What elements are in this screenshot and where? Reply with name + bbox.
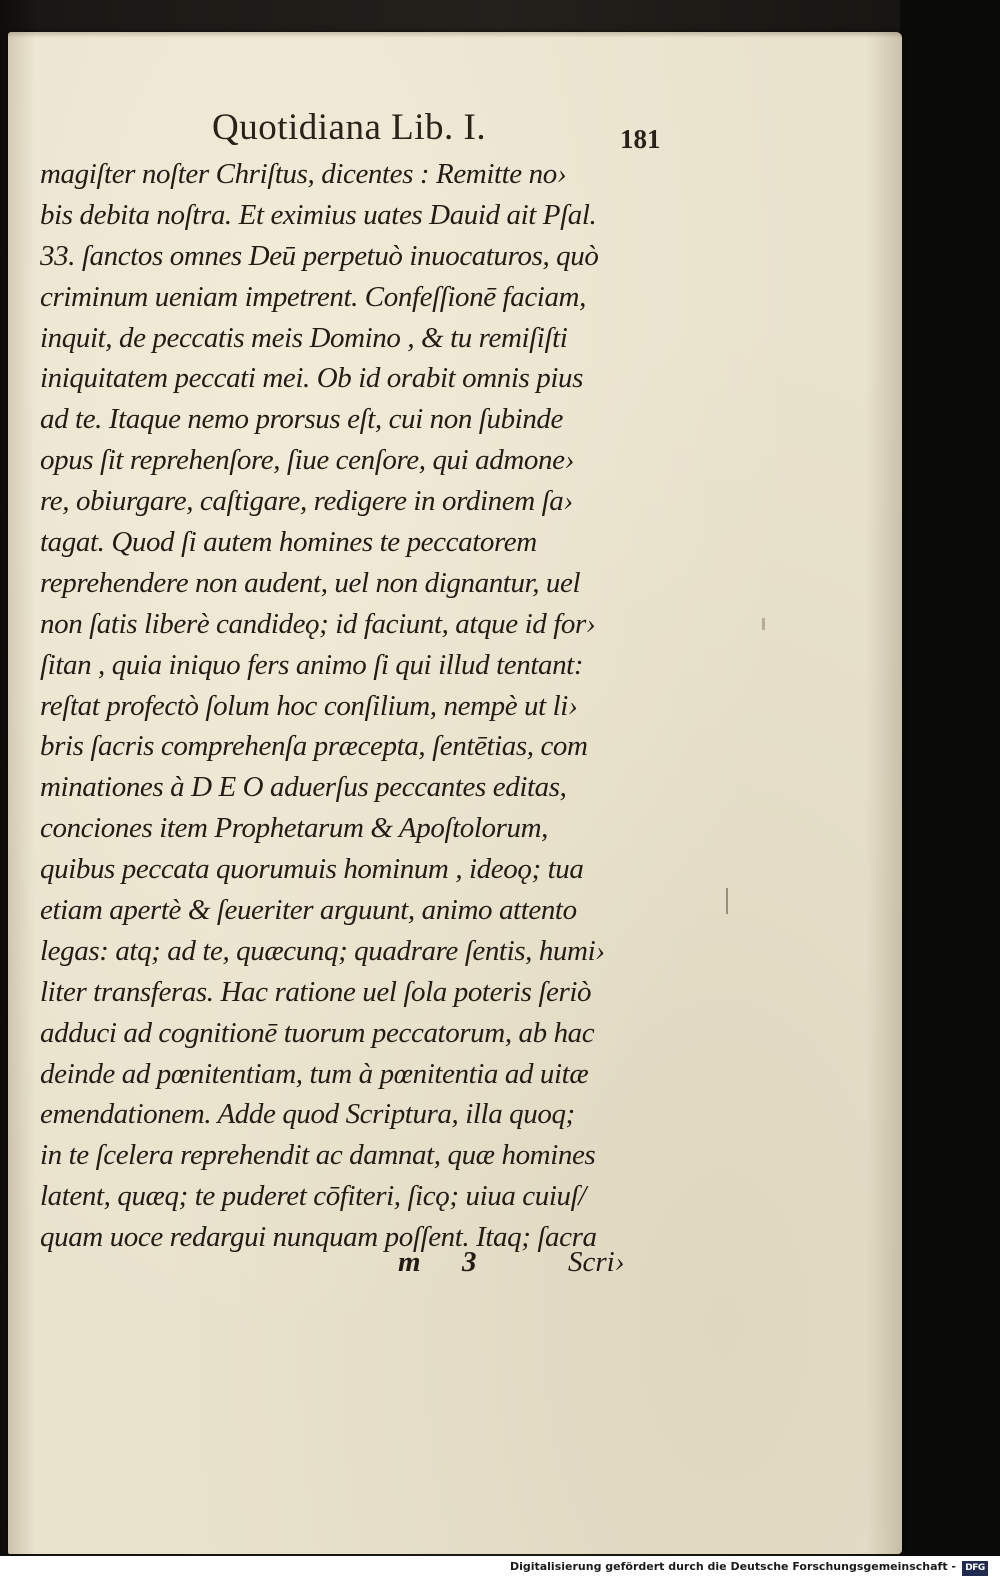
text-line: ſitan , quia iniquo fers animo ſi qui illud tentant: (40, 648, 584, 681)
text-line: quibus peccata quorumuis hominum , ideoǫ; tua (40, 853, 584, 886)
text-line: criminum ueniam impetrent. Confeſſionē faciam, (40, 280, 586, 313)
text-line: reſtat profectò ſolum hoc conſilium, nempè ut li› (40, 689, 578, 722)
catchword: Scri› (568, 1246, 625, 1278)
text-line: non ſatis liberè candideǫ; id faciunt, atque id for› (40, 607, 596, 640)
scan-dark-margin (900, 0, 1000, 1556)
paper-blemish (762, 618, 765, 630)
text-line: adduci ad cognitionē tuorum peccatorum, ab hac (40, 1016, 595, 1049)
dfg-logo: DFG (962, 1561, 988, 1576)
page-number: 181 (620, 124, 661, 154)
text-line: legas: atq; ad te, quæcunq; quadrare ſentis, humi› (40, 934, 605, 967)
text-line: bis debita noſtra. Et eximius uates Dauid ait Pſal. (40, 198, 597, 231)
paper-blemish (726, 888, 728, 914)
text-line: reprehendere non audent, uel non dignantur, uel (40, 566, 581, 599)
text-line: minationes à D E O aduerſus peccantes editas, (40, 771, 567, 804)
text-line: latent, quæq; te puderet cōfiteri, ſicǫ; uiua cuiuſ/ (40, 1180, 586, 1213)
text-line: opus ſit reprehenſore, ſiue cenſore, qui admone› (40, 444, 574, 477)
signature-number: 3 (462, 1246, 477, 1278)
text-line: in te ſcelera reprehendit ac damnat, quæ homines (40, 1139, 596, 1172)
text-line: iniquitatem peccati mei. Ob id orabit omnis pius (40, 362, 584, 395)
text-line: etiam apertè & ſeueriter arguunt, animo attento (40, 894, 577, 927)
text-line: liter transferas. Hac ratione uel ſola poteris ſeriò (40, 975, 592, 1008)
text-line: 33. ſanctos omnes Deū perpetuò inuocaturos, quò (40, 239, 599, 272)
text-line: deinde ad pœnitentiam, tum à pœnitentia ad uitæ (40, 1057, 589, 1090)
footer-bar (0, 1556, 1000, 1582)
page-edge (8, 32, 902, 38)
text-line: conciones item Prophetarum & Apoſtolorum, (40, 812, 548, 845)
body-text (40, 154, 680, 1258)
funding-credit: Digitalisierung gefördert durch die Deutsche Forschungsgemeinschaft - (509, 1560, 956, 1573)
text-line: magiſter noſter Chriſtus, dicentes : Remitte no› (40, 158, 567, 190)
running-head-title: Quotidiana Lib. I. (212, 107, 487, 148)
text-line: bris ſacris comprehenſa præcepta, ſentētias, com (40, 730, 588, 763)
text-line: tagat. Quod ſi autem homines te peccatorem (40, 526, 537, 559)
signature-mark: m (398, 1246, 421, 1278)
text-line: emendationem. Adde quod Scriptura, illa quoq; (40, 1098, 575, 1131)
text-line: ad te. Itaque nemo prorsus eſt, cui non ſubinde (40, 403, 563, 436)
signature-line (0, 1246, 1000, 1286)
text-line: quam uoce redargui nunquam poſſent. Itaq; ſacra (40, 1221, 597, 1254)
text-line: inquit, de peccatis meis Domino , & tu remiſiſti (40, 321, 568, 354)
text-line: re, obiurgare, caſtigare, redigere in ordinem ſa› (40, 485, 573, 518)
